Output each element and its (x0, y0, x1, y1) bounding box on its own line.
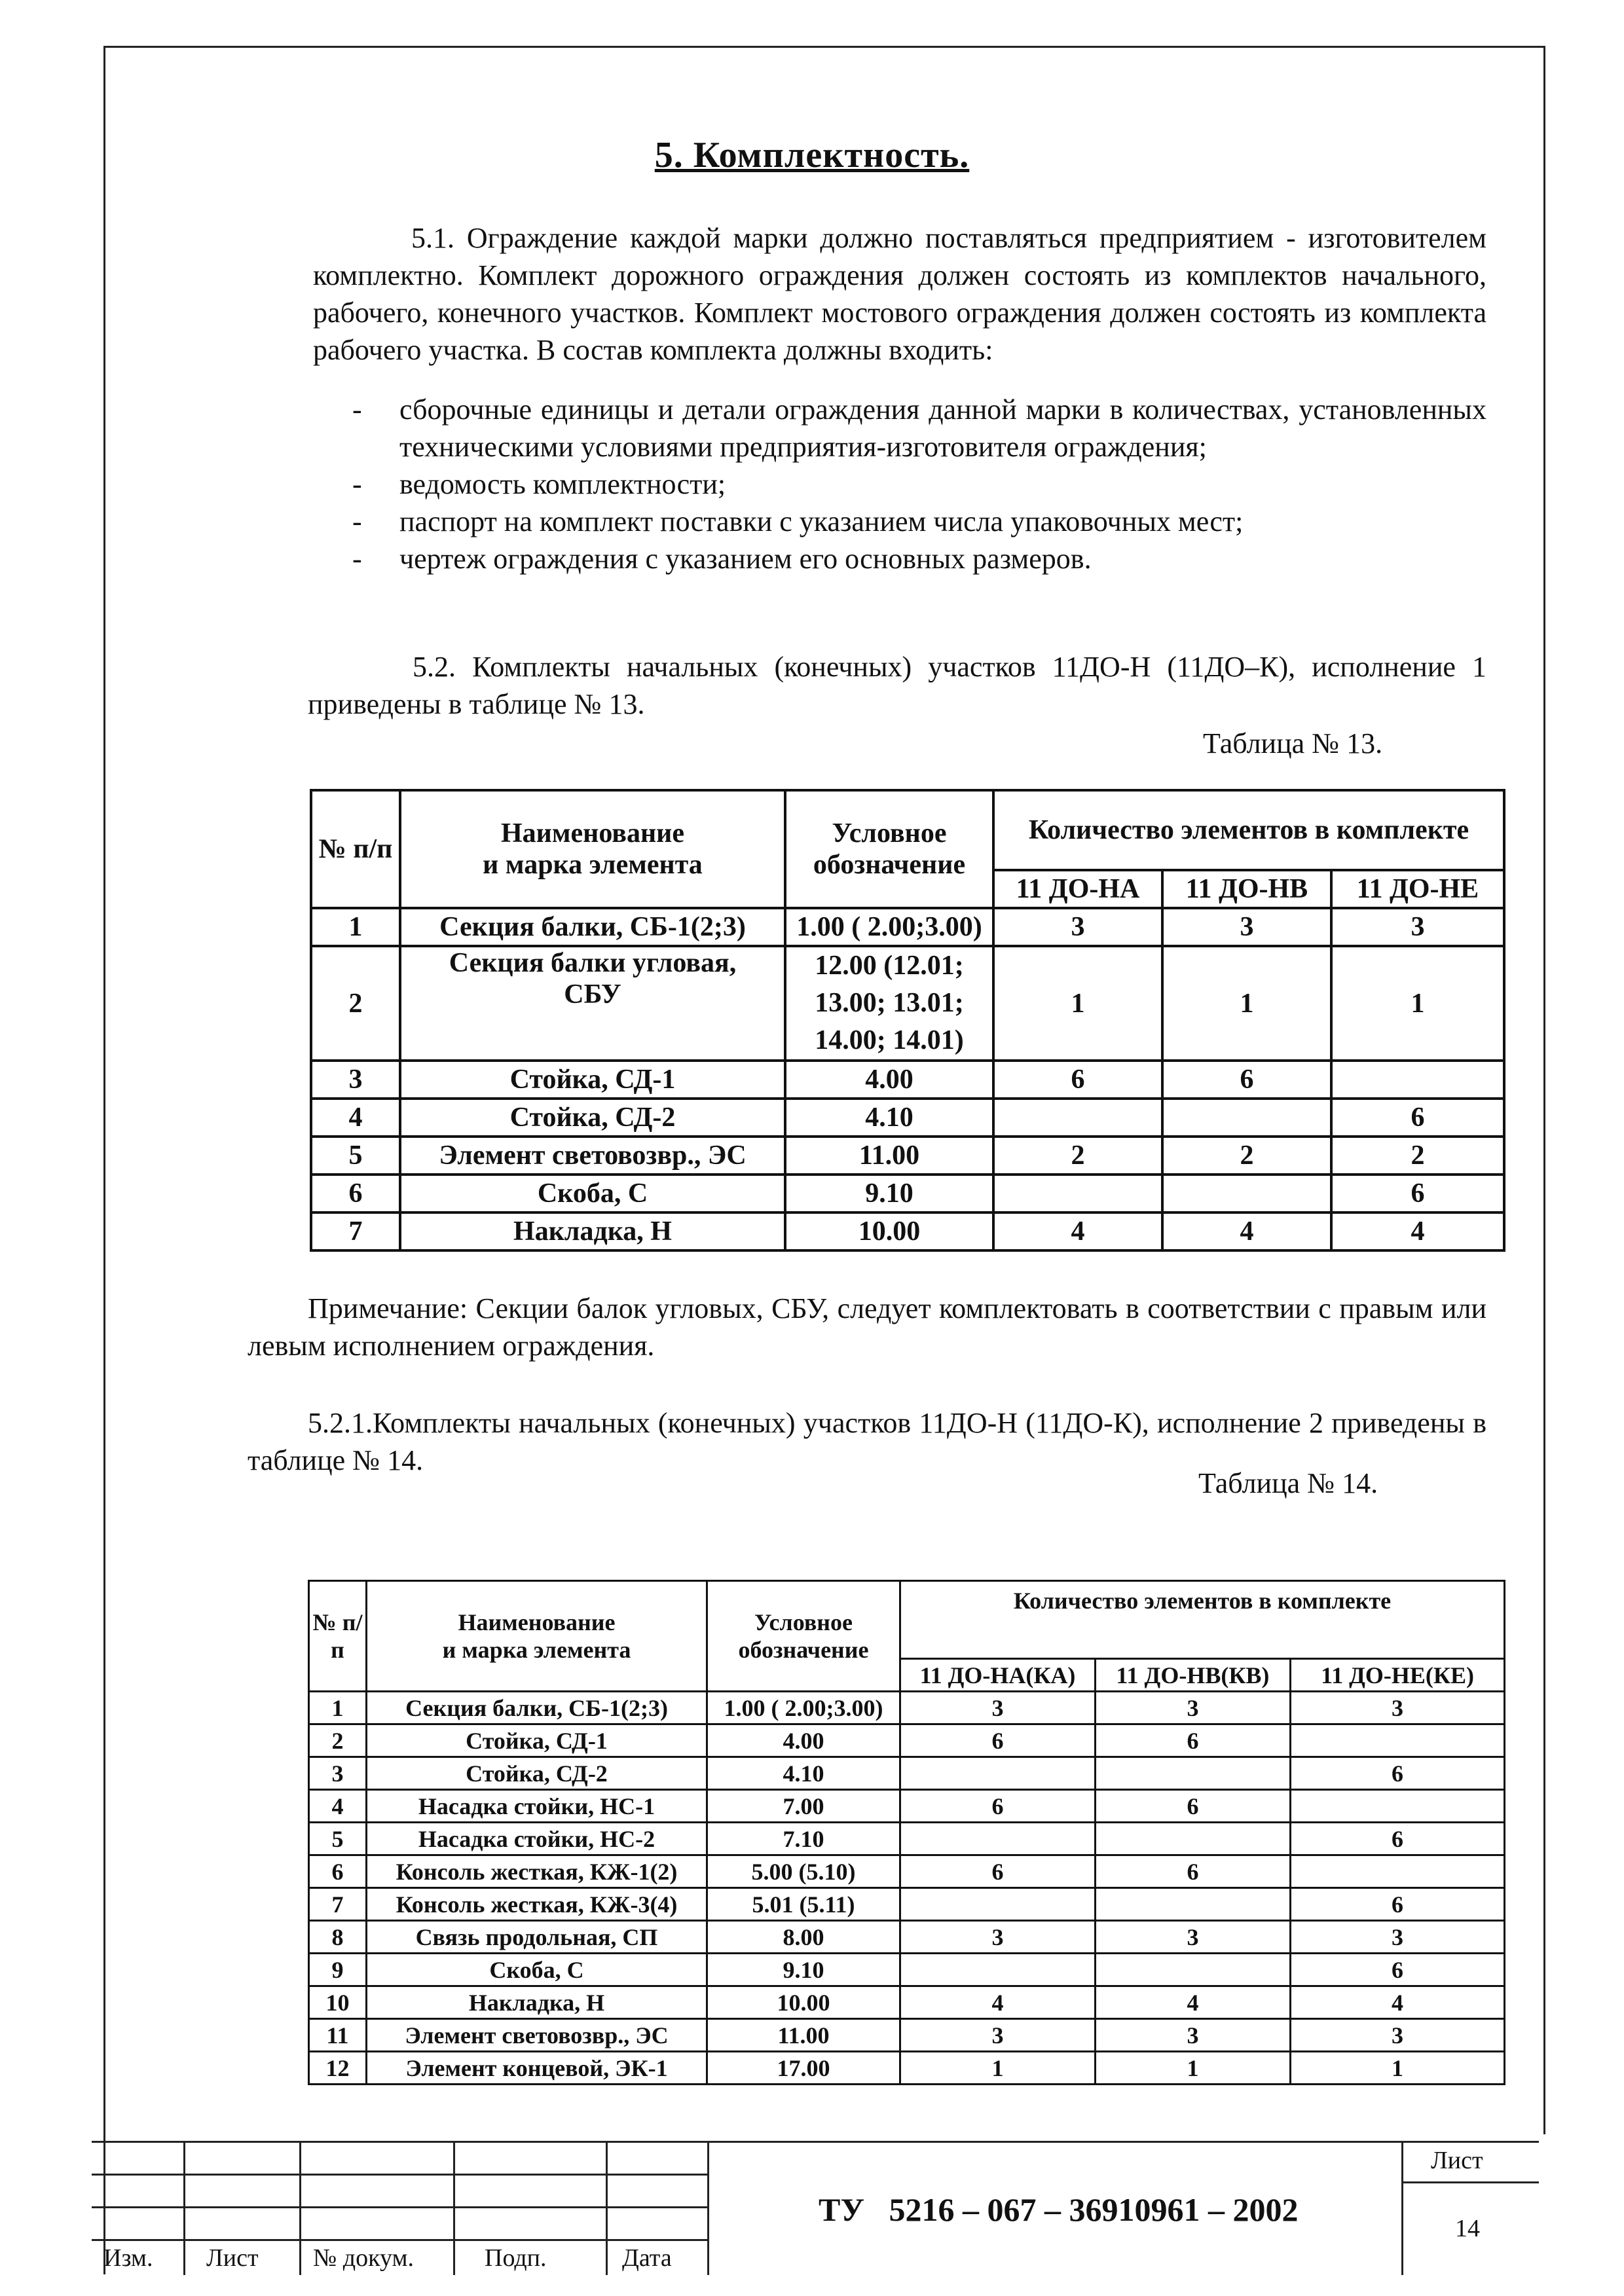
cell-name: Накладка, Н (400, 1212, 785, 1250)
cell-name: Консоль жесткая, КЖ-3(4) (367, 1888, 707, 1921)
cell-qty: 3 (900, 1692, 1096, 1724)
table-row (311, 1061, 1504, 1099)
cell-code: 9.10 (785, 1175, 993, 1212)
stamp-line (453, 2141, 455, 2275)
contents-list (314, 391, 1486, 577)
cell-code: 4.10 (785, 1099, 993, 1137)
header-variant: 11 ДО-НВ(КВ) (1096, 1659, 1291, 1692)
cell-qty: 3 (1291, 2019, 1505, 2052)
cell-qty: 6 (1162, 1061, 1331, 1099)
cell-qty: 6 (900, 1724, 1096, 1757)
cell-num: 1 (311, 908, 400, 946)
cell-num: 5 (311, 1137, 400, 1175)
cell-qty: 3 (1096, 1692, 1291, 1724)
cell-name: Стойка, СД-2 (400, 1099, 785, 1137)
cell-num: 3 (311, 1061, 400, 1099)
cell-name: Скоба, С (400, 1175, 785, 1212)
cell-qty: 3 (1162, 908, 1331, 946)
table-row (311, 908, 1504, 946)
cell-qty: 3 (900, 1921, 1096, 1954)
cell-qty: 3 (1291, 1692, 1505, 1724)
table-row (309, 1724, 1505, 1757)
cell-code: 17.00 (707, 2052, 900, 2085)
sheet-label: Лист (1431, 2147, 1483, 2174)
list-item: - чертеж ограждения с указанием его основных размеров. (314, 540, 1486, 577)
cell-name: Стойка, СД-1 (400, 1061, 785, 1099)
stamp-line (299, 2141, 301, 2275)
paragraph-5-2: 5.2. Комплекты начальных (конечных) участков 11ДО-Н (11ДО–К), исполнение 1 приведены в таблице № 13. (308, 651, 1486, 720)
list-item: - сборочные единицы и детали ограждения данной марки в количествах, установленных техническими условиями предприятия-изготовителя ограждения; (314, 391, 1486, 465)
header-code-line1: Условное (754, 1609, 853, 1635)
header-variant: 11 ДО-НА(КА) (900, 1659, 1096, 1692)
cell-qty (900, 1823, 1096, 1855)
sheet-number: 14 (1455, 2215, 1480, 2242)
cell-qty: 4 (1162, 1212, 1331, 1250)
stamp-line (1401, 2141, 1403, 2275)
cell-qty: 6 (1096, 1855, 1291, 1888)
cell-num: 6 (309, 1855, 367, 1888)
list-item: - паспорт на комплект поставки с указанием числа упаковочных мест; (314, 503, 1486, 540)
cell-num: 12 (309, 2052, 367, 2085)
stamp-line (606, 2141, 608, 2275)
cell-qty: 1 (1291, 2052, 1505, 2085)
cell-qty (1291, 1724, 1505, 1757)
frame-top (103, 46, 1544, 48)
cell-qty: 2 (1331, 1137, 1504, 1175)
table-13-note: Примечание: Секции балок угловых, СБУ, следует комплектовать в соответствии с правым или левым исполнением ограждения. (248, 1292, 1486, 1362)
cell-qty (1096, 1954, 1291, 1986)
header-name-line1: Наименование (501, 818, 684, 848)
cell-name: Элемент световозвр., ЭС (367, 2019, 707, 2052)
cell-qty (1291, 1855, 1505, 1888)
table-row (309, 1986, 1505, 2019)
cell-name: Насадка стойки, НС-2 (367, 1823, 707, 1855)
cell-name: Скоба, С (367, 1954, 707, 1986)
cell-name: Насадка стойки, НС-1 (367, 1790, 707, 1823)
cell-qty: 6 (1291, 1757, 1505, 1790)
cell-code: 10.00 (785, 1212, 993, 1250)
header-code (785, 790, 993, 908)
cell-num: 7 (309, 1888, 367, 1921)
stamp-line (707, 2141, 709, 2275)
cell-qty (900, 1888, 1096, 1921)
header-qty: Количество элементов в комплекте (900, 1581, 1505, 1659)
cell-qty: 6 (900, 1790, 1096, 1823)
cell-qty: 6 (1291, 1888, 1505, 1921)
stamp-line (92, 2141, 1539, 2143)
cell-qty (1331, 1061, 1504, 1099)
document-designation: ТУ 5216 – 067 – 36910961 – 2002 (819, 2191, 1299, 2228)
list-item: - ведомость комплектности; (314, 465, 1486, 503)
table-14-caption: Таблица № 14. (1198, 1467, 1378, 1499)
cell-code: 1.00 ( 2.00;3.00) (785, 908, 993, 946)
table-14 (308, 1580, 1505, 2085)
cell-qty: 6 (1331, 1175, 1504, 1212)
header-code (707, 1581, 900, 1692)
cell-qty: 6 (1331, 1099, 1504, 1137)
cell-qty: 4 (1096, 1986, 1291, 2019)
header-code-line2: обозначение (813, 850, 966, 880)
table-row (309, 1921, 1505, 1954)
cell-qty: 6 (993, 1061, 1162, 1099)
cell-qty: 4 (900, 1986, 1096, 2019)
header-name-line1: Наименование (458, 1609, 616, 1635)
cell-qty: 2 (1162, 1137, 1331, 1175)
stamp-doc-num: № докум. (313, 2244, 415, 2272)
table-row (311, 946, 1504, 1061)
stamp-izm: Изм. (103, 2244, 153, 2272)
header-num: № п/п (311, 790, 400, 908)
cell-code: 5.01 (5.11) (707, 1888, 900, 1921)
header-qty: Количество элементов в комплекте (993, 790, 1504, 870)
cell-qty (900, 1954, 1096, 1986)
header-variant: 11 ДО-НА (993, 870, 1162, 908)
cell-num: 8 (309, 1921, 367, 1954)
table-13 (310, 789, 1505, 1252)
table-row (311, 1212, 1504, 1250)
table-row (309, 1855, 1505, 1888)
cell-qty: 1 (1096, 2052, 1291, 2085)
cell-name: Накладка, Н (367, 1986, 707, 2019)
cell-qty: 3 (900, 2019, 1096, 2052)
header-name (367, 1581, 707, 1692)
cell-name: Связь продольная, СП (367, 1921, 707, 1954)
cell-qty: 4 (1291, 1986, 1505, 2019)
stamp-line (183, 2141, 185, 2275)
cell-num: 7 (311, 1212, 400, 1250)
header-name-line2: и марка элемента (483, 850, 703, 880)
cell-qty: 3 (1331, 908, 1504, 946)
cell-code: 4.00 (785, 1061, 993, 1099)
table-row (309, 1790, 1505, 1823)
cell-code: 11.00 (785, 1137, 993, 1175)
cell-num: 4 (309, 1790, 367, 1823)
header-code-line1: Условное (832, 818, 947, 848)
stamp-data: Дата (622, 2244, 672, 2272)
table-row (309, 2052, 1505, 2085)
header-num: № п/п (309, 1581, 367, 1692)
cell-code: 11.00 (707, 2019, 900, 2052)
cell-qty (1096, 1757, 1291, 1790)
table-row (309, 1888, 1505, 1921)
cell-qty (1162, 1175, 1331, 1212)
cell-qty: 3 (993, 908, 1162, 946)
cell-name: Стойка, СД-1 (367, 1724, 707, 1757)
cell-qty (993, 1175, 1162, 1212)
cell-num: 10 (309, 1986, 367, 2019)
cell-qty: 6 (1096, 1790, 1291, 1823)
cell-num: 11 (309, 2019, 367, 2052)
cell-num: 3 (309, 1757, 367, 1790)
section-heading: 5. Комплектность. (654, 135, 970, 175)
cell-qty: 1 (1162, 946, 1331, 1061)
stamp-list: Лист (206, 2244, 259, 2272)
cell-qty: 4 (1331, 1212, 1504, 1250)
cell-qty: 4 (993, 1212, 1162, 1250)
cell-name: Консоль жесткая, КЖ-1(2) (367, 1855, 707, 1888)
cell-qty: 1 (993, 946, 1162, 1061)
cell-code: 7.00 (707, 1790, 900, 1823)
cell-num: 5 (309, 1823, 367, 1855)
header-code-line2: обозначение (738, 1637, 869, 1663)
cell-num: 2 (309, 1724, 367, 1757)
cell-qty: 6 (1291, 1823, 1505, 1855)
frame-left (103, 46, 105, 2274)
cell-qty (1162, 1099, 1331, 1137)
cell-code: 9.10 (707, 1954, 900, 1986)
cell-code: 4.10 (707, 1757, 900, 1790)
cell-qty: 3 (1291, 1921, 1505, 1954)
cell-qty: 6 (1096, 1724, 1291, 1757)
cell-num: 4 (311, 1099, 400, 1137)
table-13-caption: Таблица № 13. (1203, 727, 1383, 759)
table-row (309, 2019, 1505, 2052)
header-name (400, 790, 785, 908)
cell-code: 4.00 (707, 1724, 900, 1757)
cell-num: 6 (311, 1175, 400, 1212)
table-row (309, 1823, 1505, 1855)
cell-qty: 1 (900, 2052, 1096, 2085)
cell-qty: 1 (1331, 946, 1504, 1061)
cell-name: Элемент световозвр., ЭС (400, 1137, 785, 1175)
cell-code: 12.00 (12.01; 13.00; 13.01; 14.00; 14.01) (785, 946, 993, 1061)
header-name-line2: и марка элемента (442, 1637, 631, 1663)
frame-right (1543, 46, 1545, 2134)
cell-num: 2 (311, 946, 400, 1061)
cell-name: Секция балки, СБ-1(2;3) (367, 1692, 707, 1724)
cell-qty (1291, 1790, 1505, 1823)
cell-name: Стойка, СД-2 (367, 1757, 707, 1790)
cell-code: 10.00 (707, 1986, 900, 2019)
cell-code: 5.00 (5.10) (707, 1855, 900, 1888)
cell-qty: 6 (1291, 1954, 1505, 1986)
cell-qty: 3 (1096, 2019, 1291, 2052)
cell-qty (993, 1099, 1162, 1137)
cell-code: 8.00 (707, 1921, 900, 1954)
cell-qty (1096, 1888, 1291, 1921)
title-block (92, 2141, 1545, 2275)
table-row (309, 1757, 1505, 1790)
table-row (311, 1137, 1504, 1175)
stamp-podp: Подп. (485, 2244, 547, 2272)
cell-qty: 2 (993, 1137, 1162, 1175)
header-variant: 11 ДО-НЕ(КЕ) (1291, 1659, 1505, 1692)
cell-code: 7.10 (707, 1823, 900, 1855)
cell-num: 1 (309, 1692, 367, 1724)
cell-code: 1.00 ( 2.00;3.00) (707, 1692, 900, 1724)
cell-name: Элемент концевой, ЭК-1 (367, 2052, 707, 2085)
cell-qty (900, 1757, 1096, 1790)
table-row (309, 1954, 1505, 1986)
cell-name: Секция балки угловая, СБУ (400, 946, 785, 1061)
header-variant: 11 ДО-НЕ (1331, 870, 1504, 908)
header-variant: 11 ДО-НВ (1162, 870, 1331, 908)
paragraph-5-1: 5.1. Ограждение каждой марки должно поставляться предприятием - изготовителем комплектно. Комплект дорожного ограждения должен состоять из комплектов начального, рабочего, конечного участков. Комплект мостового ограждения должен состоять из комплекта рабочего участка. В состав комплекта должны входить: (313, 222, 1486, 366)
table-row (311, 1099, 1504, 1137)
cell-num: 9 (309, 1954, 367, 1986)
cell-qty: 3 (1096, 1921, 1291, 1954)
paragraph-5-2-1: 5.2.1.Комплекты начальных (конечных) участков 11ДО-Н (11ДО-К), исполнение 2 приведены в таблице № 14. (248, 1407, 1486, 1476)
table-row (311, 1175, 1504, 1212)
cell-name: Секция балки, СБ-1(2;3) (400, 908, 785, 946)
stamp-line (1401, 2181, 1539, 2183)
cell-qty (1096, 1823, 1291, 1855)
cell-qty: 6 (900, 1855, 1096, 1888)
table-row (309, 1692, 1505, 1724)
